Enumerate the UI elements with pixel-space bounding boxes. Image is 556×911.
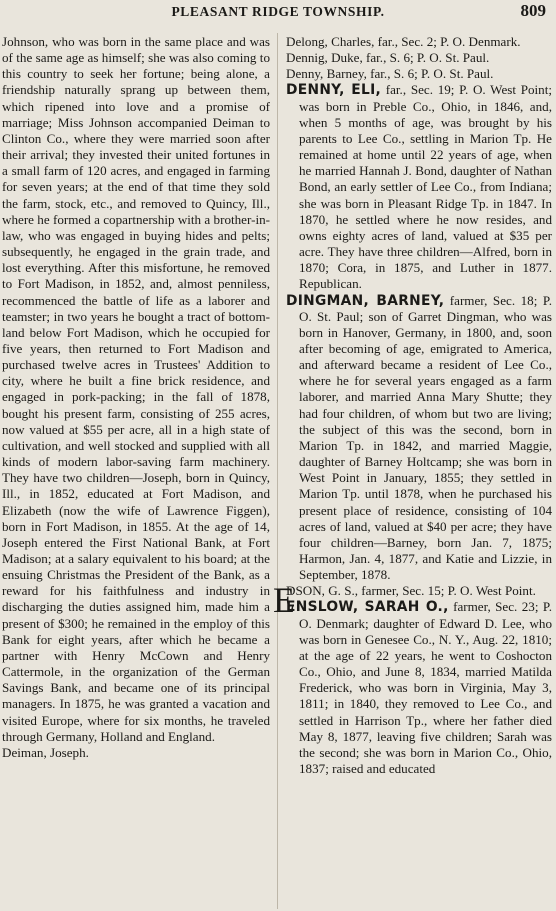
entry-name: DENNY, ELI, bbox=[286, 82, 382, 99]
entry-enslow-sarah bbox=[286, 599, 552, 777]
left-column bbox=[2, 34, 270, 761]
entry-dennig-duke: Dennig, Duke, far., S. 6; P. O. St. Paul. bbox=[286, 50, 490, 66]
entry-text: farmer, Sec. 18; P. O. St. Paul; son of Garret Dingman, who was born in Hanover, Germany, in 1800, and, soon after becoming of age, emigrated to America, and afterward became a resident of Lee Co., where he for several years engaged as a farm laborer, and married Anna Mary Shutte; they had four children, of whom but two are living; the subject of this was the second, born in Marion Tp. in 1842, and married Maggie, daughter of Barney Holtcamp; she was born in West Point in January, 1855; they settled in Marion Tp. until 1878, when he purchased his present place of residence, consisting of 104 acres of land, valued at $40 per acre; they have four children—Barney, born Jan. 7, 1875; Harmon, Jan. 4, 1877, and Katie and Lizzie, in September, 1878. bbox=[299, 292, 552, 583]
entry-denny-barney: Denny, Barney, far., S. 6; P. O. St. Paul. bbox=[286, 66, 494, 82]
entry-delong-charles: Delong, Charles, far., Sec. 2; P. O. Denmark. bbox=[286, 34, 521, 49]
entry-text: far., Sec. 19; P. O. West Point; was born in Preble Co., Ohio, in 1846, and, when 5 months of age, was brought by his parents to Lee Co., settling in Marion Tp. He remained at home until 22 years of age, when he married Hannah J. Bond, daughter of Nathan Bond, an early settler of Lee Co., from Indiana; she was born in Pleasant Ridge Tp. in 1847. In 1870, he settled where he now resides, and owns eighty acres of land, valued at $35 per acre. They have three children—Alfred, born in 1870; Cora, in 1875, and Luther in 1877. Republican. bbox=[299, 82, 552, 292]
column-divider bbox=[277, 33, 278, 909]
entry-denny-eli bbox=[286, 82, 552, 292]
entry-dingman-barney bbox=[286, 293, 552, 584]
entry-name: ENSLOW, SARAH O., bbox=[286, 599, 449, 616]
drop-cap-letter: E bbox=[273, 580, 295, 621]
running-title: PLEASANT RIDGE TOWNSHIP. bbox=[171, 4, 385, 19]
entry-deiman-joseph: Deiman, Joseph. bbox=[2, 744, 89, 760]
entry-text: farmer, Sec. 23; P. O. Denmark; daughter of Edward D. Lee, who was born in Genesee Co., N. Y., Aug. 22, 1810; at the age of 22 years, he went to Coshocton Co., Ohio, and June 8, 1834, married Matilda Frederick, who was born in Virginia, May 3, 1811; in 1840, they removed to Lee Co., and settled in Harrison Tp., where her father died May 8, 1877, leaving five children; Sarah was the second; she was born in Marion Co., Ohio, 1837; raised and educated bbox=[299, 599, 552, 777]
right-column bbox=[273, 34, 552, 777]
entry-text: DSON, G. S., farmer, Sec. 15; P. O. West Point. bbox=[286, 583, 536, 599]
entry-name: DINGMAN, BARNEY, bbox=[286, 292, 445, 309]
continued-biography: Johnson, who was born in the same place and was of the same age as himself; she was also coming to this country to seek her fortune; being alone, a friendship naturally sprang up between them, which ripened into love and a promise of marriage; Miss Johnson accompanied Deiman to Clinton Co., where they were married soon after their arrival; they invested their united fortunes in a small farm of 120 acres, and engaged in farming for seven years; at the end of that time they sold the farm, stock, etc., and removed to Quincy, Ill., where he formed a copartnership with a brother-in-law, who was engaged in buying hides and pelts; subsequently, he engaged in the grain trade, and lost everything. After this misfortune, he removed to Fort Madison, in 1852, and, almost penniless, recommenced the battle of life as a laborer and teamster; in two years he bought a tract of bottom-land below Fort Madison, which he occupied for five years, then returned to Fort Madison and purchased twelve acres in Trustees' Addition to city, where he built a fine brick residence, and engaged in pork-packing; in the fall of 1878, bought his present farm, consisting of 255 acres, now valued at $55 per acre, all in a high state of cultivation, and well stocked and supplied with all kinds of modern labor-saving farm machinery. They have two children—Joseph, born in Quincy, Ill., in 1852, educated at Fort Madison, and Elizabeth (now the wife of Lawrence Figgen), born in Fort Madison, in 1855. At the age of 14, Joseph entered the First National Bank, at Fort Madison; at a salary equivalent to his board; at the ensuing Christmas the President of the Bank, as a reward for his faithfulness and industry in discharging the duties assigned him, made him a present of $300; he remained in the employ of this Bank for eight years, after which he became a partner with Henry McCown and Henry Cattermole, in the organization of the German Savings Bank, and became one of its principal managers. In 1875, he was granted a vacation and visited Europe, where for six months, he traveled through Germany, Holland and England. bbox=[2, 34, 270, 744]
page-number: 809 bbox=[520, 1, 546, 20]
